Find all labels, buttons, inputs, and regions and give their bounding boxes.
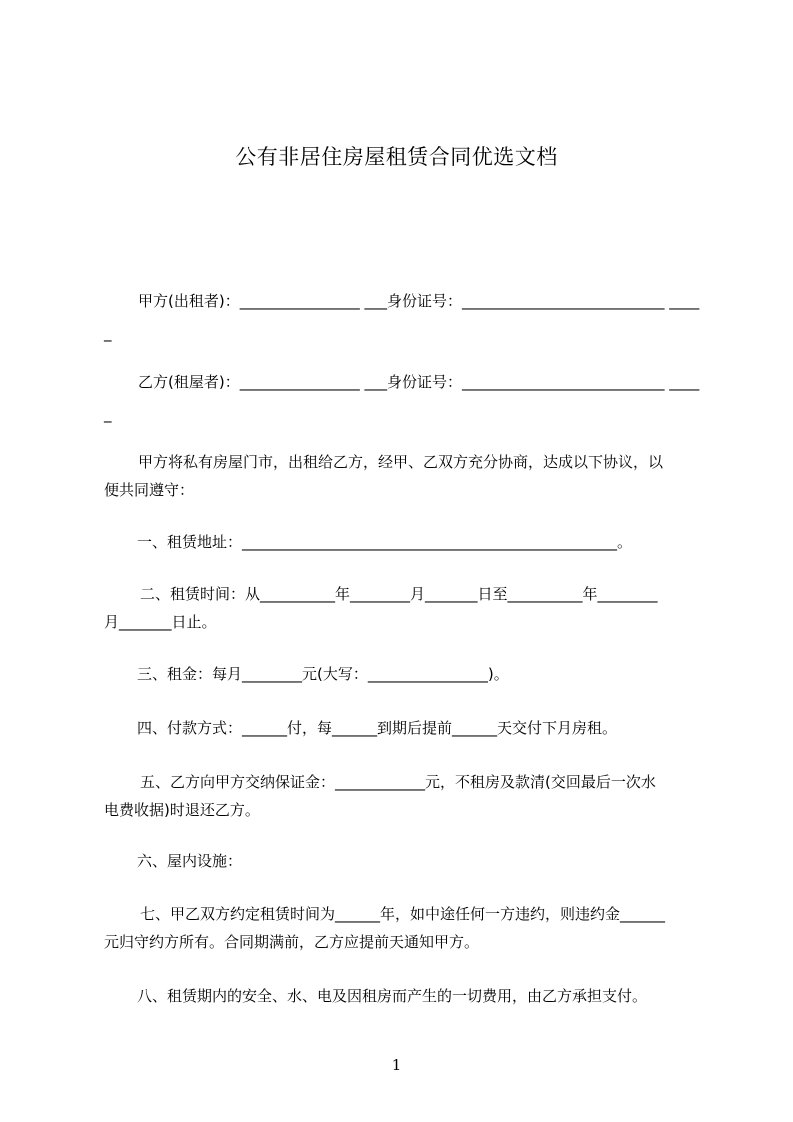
clause-3-rent: 三、租金：每月________元(大写：________________)。 (137, 665, 509, 683)
party-b-line-wrap: _ (104, 405, 112, 423)
party-a-line: 甲方(出租者)：________________ ___身份证号：___________________________ ____ (138, 292, 700, 310)
clause-4-payment: 四、付款方式：______付，每______到期后提前______天交付下月房租。 (137, 719, 618, 737)
clause-8-expenses: 八、租赁期内的安全、水、电及因租房而产生的一切费用，由乙方承担支付。 (137, 987, 648, 1005)
clause-7-breach-line-1: 七、甲乙双方约定租赁时间为______年，如中途任何一方违约，则违约金______ (140, 905, 666, 923)
clause-1-address: 一、租赁地址：__________________________________________________。 (137, 533, 633, 551)
clause-6-facilities: 六、屋内设施： (137, 852, 243, 870)
party-b-line: 乙方(租屋者)：________________ ___身份证号：___________________________ ____ (138, 373, 700, 391)
clause-2-term-line-1: 二、租赁时间：从__________年________月_______日至__________年________ (140, 585, 658, 603)
clause-2-term-line-2: 月_______日止。 (104, 613, 217, 631)
clause-5-deposit-line-2: 电费收据)时退还乙方。 (104, 801, 260, 819)
clause-7-breach-line-2: 元归守约方所有。合同期满前，乙方应提前天通知甲方。 (104, 933, 480, 951)
page-number: 1 (391, 1056, 402, 1074)
preamble-line-2: 便共同遵守： (104, 481, 195, 499)
document-title: 公有非居住房屋租赁合同优选文档 (235, 145, 558, 169)
clause-5-deposit-line-1: 五、乙方向甲方交纳保证金：____________元，不租房及款清(交回最后一次水 (140, 773, 656, 791)
party-a-line-wrap: _ (104, 324, 112, 342)
preamble-line-1: 甲方将私有房屋门市，出租给乙方，经甲、乙双方充分协商，达成以下协议，以 (138, 453, 664, 471)
